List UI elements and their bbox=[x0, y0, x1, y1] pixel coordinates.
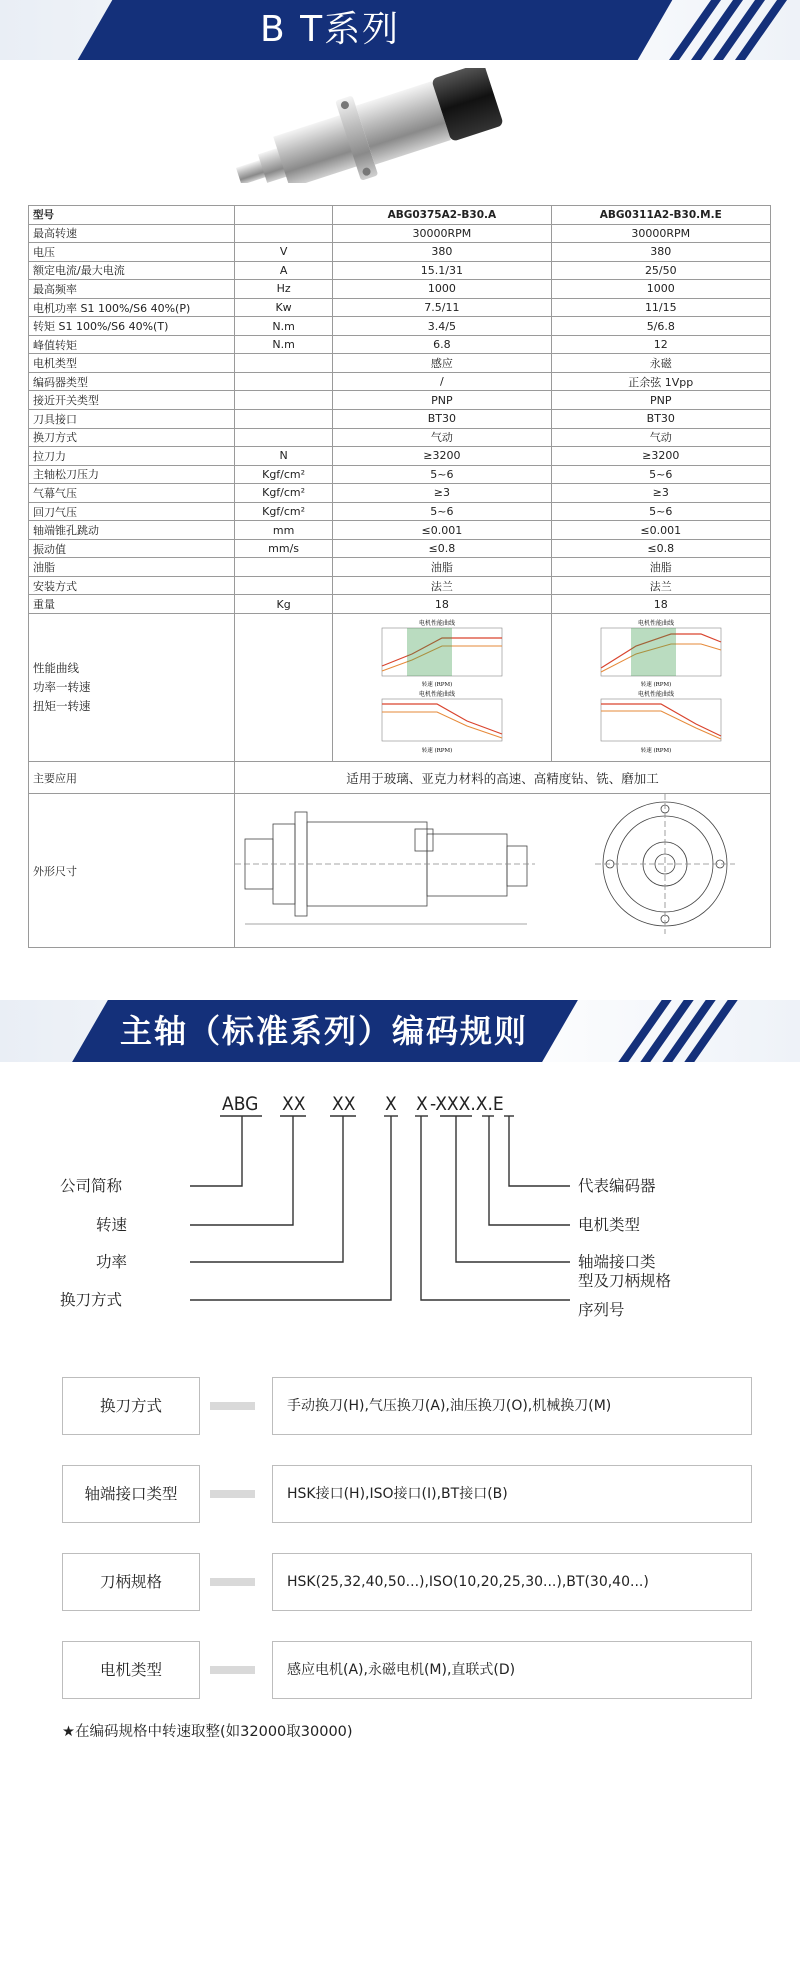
curve-chart-b bbox=[551, 614, 770, 762]
footnote: ★在编码规格中转速取整(如32000取30000) bbox=[62, 1724, 353, 1740]
table-row bbox=[29, 558, 771, 577]
table-cell: 12 bbox=[551, 335, 770, 354]
table-cell: N.m bbox=[235, 317, 333, 336]
table-cell: 15.1/31 bbox=[333, 261, 551, 280]
series-title: B T系列 bbox=[260, 9, 401, 50]
rule-connector bbox=[210, 1666, 255, 1674]
table-cell: 气幕气压 bbox=[29, 484, 235, 503]
code-part-toolchange: X bbox=[385, 1093, 397, 1115]
rule-row-holder bbox=[62, 1553, 752, 1611]
table-row bbox=[29, 521, 771, 540]
table-row bbox=[29, 335, 771, 354]
rule-label: 轴端接口类型 bbox=[62, 1465, 200, 1523]
table-cell: 刀具接口 bbox=[29, 410, 235, 429]
table-row bbox=[29, 243, 771, 262]
table-cell: 油脂 bbox=[29, 558, 235, 577]
table-cell: 峰值转矩 bbox=[29, 335, 235, 354]
table-cell: 30000RPM bbox=[551, 224, 770, 243]
table-row bbox=[29, 576, 771, 595]
header-cell: 型号 bbox=[29, 206, 235, 225]
table-cell: Hz bbox=[235, 280, 333, 299]
table-cell: 气动 bbox=[551, 428, 770, 447]
table-row bbox=[29, 410, 771, 429]
table-cell: 5~6 bbox=[333, 465, 551, 484]
left-label-toolchange: 换刀方式 bbox=[60, 1291, 123, 1309]
table-cell: 电压 bbox=[29, 243, 235, 262]
svg-text:电机性能曲线: 电机性能曲线 bbox=[637, 620, 674, 628]
table-cell: BT30 bbox=[333, 410, 551, 429]
table-header bbox=[29, 206, 771, 225]
table-cell: 回刀气压 bbox=[29, 502, 235, 521]
table-cell bbox=[235, 576, 333, 595]
table-cell: 电机功率 S1 100%/S6 40%(P) bbox=[29, 298, 235, 317]
table-cell: 5~6 bbox=[551, 502, 770, 521]
table-cell: 额定电流/最大电流 bbox=[29, 261, 235, 280]
rule-row-interface bbox=[62, 1465, 752, 1523]
rule-row-motor bbox=[62, 1641, 752, 1699]
svg-text:电机性能曲线: 电机性能曲线 bbox=[418, 620, 455, 628]
table-row bbox=[29, 317, 771, 336]
rule-label: 刀柄规格 bbox=[62, 1553, 200, 1611]
right-label-interface-1: 轴端接口类 bbox=[578, 1253, 656, 1271]
svg-text:转速 (RPM): 转速 (RPM) bbox=[421, 682, 453, 689]
application-row bbox=[29, 762, 771, 794]
table-cell: mm/s bbox=[235, 539, 333, 558]
table-row bbox=[29, 539, 771, 558]
table-cell: Kw bbox=[235, 298, 333, 317]
table-cell: 接近开关类型 bbox=[29, 391, 235, 410]
rule-value: 手动换刀(H),气压换刀(A),油压换刀(O),机械换刀(M) bbox=[272, 1377, 752, 1435]
rule-value: HSK(25,32,40,50...),ISO(10,20,25,30...),BT(30,40...) bbox=[272, 1553, 752, 1611]
table-cell: 6.8 bbox=[333, 335, 551, 354]
table-cell: 7.5/11 bbox=[333, 298, 551, 317]
rule-connector bbox=[210, 1402, 255, 1410]
table-row bbox=[29, 298, 771, 317]
table-cell: BT30 bbox=[551, 410, 770, 429]
table-cell: 气动 bbox=[333, 428, 551, 447]
dimension-label: 外形尺寸 bbox=[29, 794, 235, 948]
table-cell: 法兰 bbox=[333, 576, 551, 595]
table-cell: 转矩 S1 100%/S6 40%(T) bbox=[29, 317, 235, 336]
table-row bbox=[29, 484, 771, 503]
curves-row bbox=[29, 614, 771, 762]
table-row bbox=[29, 502, 771, 521]
table-cell: 安装方式 bbox=[29, 576, 235, 595]
table-cell: 最高转速 bbox=[29, 224, 235, 243]
table-cell: ≤0.001 bbox=[333, 521, 551, 540]
dimension-drawing-cell bbox=[235, 794, 771, 948]
table-cell: 30000RPM bbox=[333, 224, 551, 243]
dimension-drawing bbox=[235, 794, 770, 944]
rule-row-toolchange bbox=[62, 1377, 752, 1435]
left-label-speed: 转速 bbox=[96, 1216, 128, 1234]
table-cell: 18 bbox=[333, 595, 551, 614]
table-cell bbox=[235, 354, 333, 373]
svg-text:转速 (RPM): 转速 (RPM) bbox=[640, 748, 672, 755]
spindle-image bbox=[205, 68, 525, 183]
table-cell: 重量 bbox=[29, 595, 235, 614]
table-cell bbox=[235, 558, 333, 577]
table-cell: mm bbox=[235, 521, 333, 540]
table-cell bbox=[235, 391, 333, 410]
code-part-power: XX bbox=[332, 1093, 356, 1115]
table-cell: 油脂 bbox=[333, 558, 551, 577]
table-cell: Kg bbox=[235, 595, 333, 614]
table-cell: 5~6 bbox=[551, 465, 770, 484]
table-cell: N bbox=[235, 447, 333, 466]
table-cell: A bbox=[235, 261, 333, 280]
table-cell: ≥3 bbox=[551, 484, 770, 503]
table-cell: ≥3200 bbox=[333, 447, 551, 466]
spec-table bbox=[28, 205, 771, 948]
table-cell: ≤0.001 bbox=[551, 521, 770, 540]
table-cell: Kgf/cm² bbox=[235, 484, 333, 503]
table-cell: Kgf/cm² bbox=[235, 465, 333, 484]
table-cell: 1000 bbox=[551, 280, 770, 299]
code-part-serial: X bbox=[416, 1093, 428, 1115]
header-cell bbox=[235, 206, 333, 225]
right-label-serial: 序列号 bbox=[578, 1301, 625, 1319]
svg-text:电机性能曲线: 电机性能曲线 bbox=[637, 691, 674, 699]
table-cell: ≤0.8 bbox=[333, 539, 551, 558]
table-row bbox=[29, 391, 771, 410]
performance-curve-a bbox=[342, 616, 542, 756]
table-cell: 油脂 bbox=[551, 558, 770, 577]
table-cell: N.m bbox=[235, 335, 333, 354]
svg-text:转速 (RPM): 转速 (RPM) bbox=[640, 682, 672, 689]
table-cell: ≤0.8 bbox=[551, 539, 770, 558]
rule-label: 换刀方式 bbox=[62, 1377, 200, 1435]
left-label-company: 公司简称 bbox=[60, 1177, 123, 1195]
table-cell: 18 bbox=[551, 595, 770, 614]
rule-label: 电机类型 bbox=[62, 1641, 200, 1699]
table-cell: 11/15 bbox=[551, 298, 770, 317]
table-row bbox=[29, 261, 771, 280]
table-cell bbox=[235, 410, 333, 429]
table-cell bbox=[235, 372, 333, 391]
table-cell: ≥3200 bbox=[551, 447, 770, 466]
left-label-power: 功率 bbox=[96, 1253, 128, 1271]
table-cell: Kgf/cm² bbox=[235, 502, 333, 521]
table-cell: 1000 bbox=[333, 280, 551, 299]
table-cell: ≥3 bbox=[333, 484, 551, 503]
performance-curve-b bbox=[561, 616, 761, 756]
table-row bbox=[29, 280, 771, 299]
right-label-motor: 电机类型 bbox=[578, 1216, 641, 1234]
rule-value: HSK接口(H),ISO接口(I),BT接口(B) bbox=[272, 1465, 752, 1523]
table-cell: 主轴松刀压力 bbox=[29, 465, 235, 484]
table-cell: 25/50 bbox=[551, 261, 770, 280]
coding-rule-banner bbox=[0, 1000, 800, 1062]
code-part-suffix: -XXX.X.E bbox=[430, 1093, 504, 1115]
table-row bbox=[29, 465, 771, 484]
table-cell: 正余弦 1Vpp bbox=[551, 372, 770, 391]
application-label: 主要应用 bbox=[29, 762, 235, 794]
table-cell: 5~6 bbox=[333, 502, 551, 521]
table-cell: V bbox=[235, 243, 333, 262]
application-text: 适用于玻璃、亚克力材料的高速、高精度钻、铣、磨加工 bbox=[235, 762, 771, 794]
code-part-company: ABG bbox=[222, 1093, 259, 1115]
right-label-interface-2: 型及刀柄规格 bbox=[578, 1272, 672, 1290]
table-row bbox=[29, 595, 771, 614]
table-cell: 3.4/5 bbox=[333, 317, 551, 336]
table-cell: PNP bbox=[333, 391, 551, 410]
table-cell: 380 bbox=[333, 243, 551, 262]
table-cell: 最高频率 bbox=[29, 280, 235, 299]
rule-connector bbox=[210, 1490, 255, 1498]
table-cell: 电机类型 bbox=[29, 354, 235, 373]
series-banner bbox=[0, 0, 800, 60]
svg-text:电机性能曲线: 电机性能曲线 bbox=[418, 691, 455, 699]
coding-rule-title: 主轴（标准系列）编码规则 bbox=[120, 1012, 529, 1050]
table-cell: 拉刀力 bbox=[29, 447, 235, 466]
header-cell: ABG0311A2-B30.M.E bbox=[551, 206, 770, 225]
coding-diagram bbox=[50, 1080, 770, 1320]
table-cell: 轴端锥孔跳动 bbox=[29, 521, 235, 540]
table-cell: 法兰 bbox=[551, 576, 770, 595]
table-cell bbox=[235, 224, 333, 243]
table-cell: / bbox=[333, 372, 551, 391]
table-row bbox=[29, 372, 771, 391]
table-cell: 5/6.8 bbox=[551, 317, 770, 336]
code-part-speed: XX bbox=[282, 1093, 306, 1115]
dimension-row bbox=[29, 794, 771, 948]
table-cell: PNP bbox=[551, 391, 770, 410]
rule-value: 感应电机(A),永磁电机(M),直联式(D) bbox=[272, 1641, 752, 1699]
table-row bbox=[29, 354, 771, 373]
table-row bbox=[29, 428, 771, 447]
curve-chart-a bbox=[333, 614, 551, 762]
header-cell: ABG0375A2-B30.A bbox=[333, 206, 551, 225]
table-cell: 换刀方式 bbox=[29, 428, 235, 447]
table-row bbox=[29, 447, 771, 466]
table-cell: 感应 bbox=[333, 354, 551, 373]
table-cell: 振动值 bbox=[29, 539, 235, 558]
right-label-encoder: 代表编码器 bbox=[578, 1177, 656, 1195]
table-cell: 编码器类型 bbox=[29, 372, 235, 391]
table-row bbox=[29, 224, 771, 243]
table-cell: 380 bbox=[551, 243, 770, 262]
curves-label: 性能曲线 功率一转速 扭矩一转速 bbox=[29, 614, 235, 762]
table-cell: 永磁 bbox=[551, 354, 770, 373]
svg-text:转速 (RPM): 转速 (RPM) bbox=[421, 748, 453, 755]
rule-connector bbox=[210, 1578, 255, 1586]
table-cell bbox=[235, 428, 333, 447]
